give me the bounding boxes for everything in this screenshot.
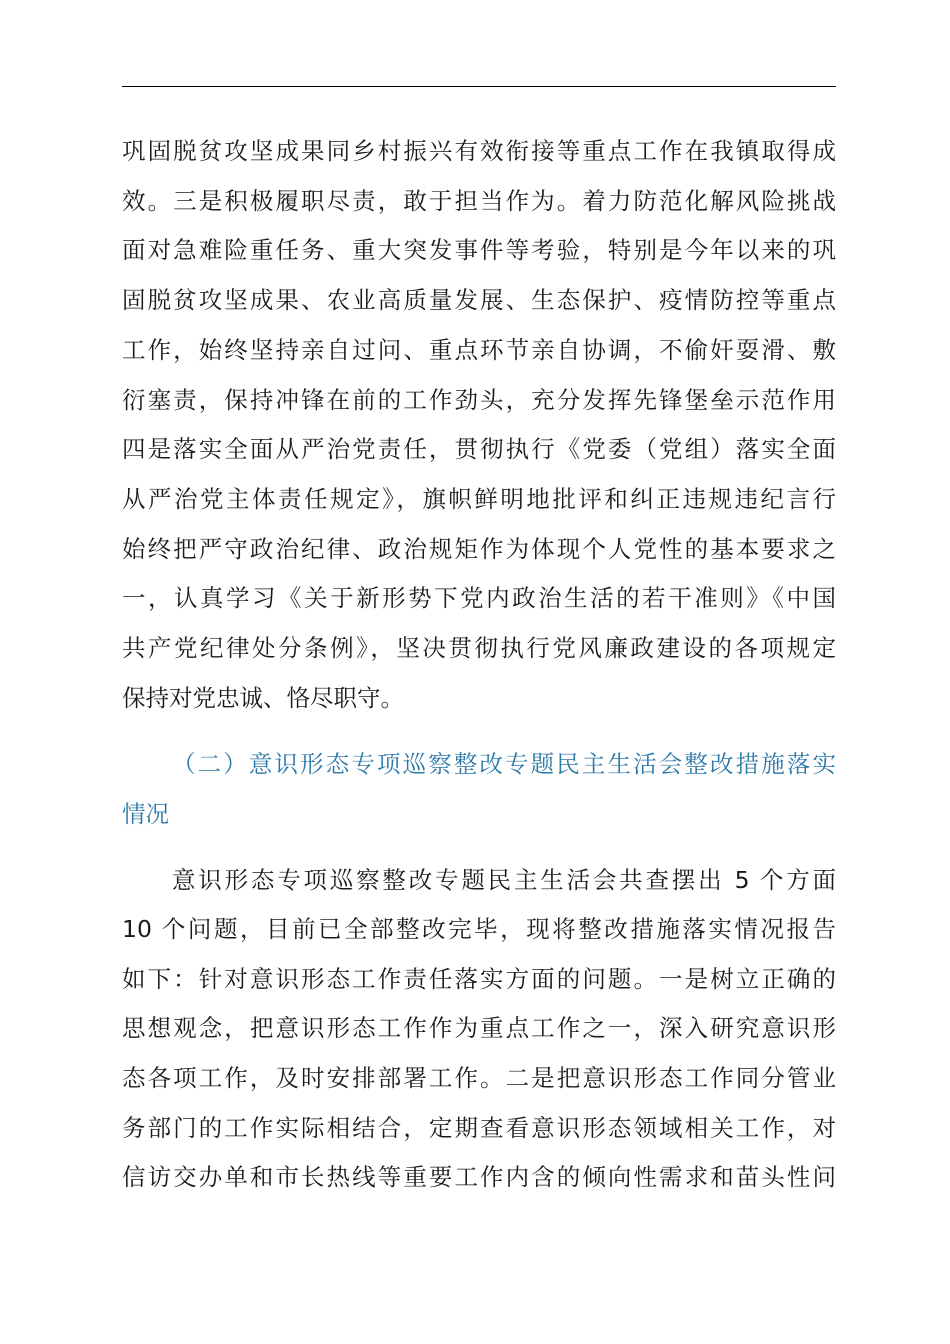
paragraph-1-line: 工作，始终坚持亲自过问、重点环节亲自协调，不偷奸耍滑、敷 [122, 336, 836, 364]
paragraph-1-line: 始终把严守政治纪律、政治规矩作为体现个人党性的基本要求之 [122, 535, 836, 563]
section-heading-line: （二）意识形态专项巡察整改专题民主生活会整改措施落实 [172, 750, 836, 778]
section-heading-line: 情况 [122, 800, 169, 828]
paragraph-2-line: 务部门的工作实际相结合，定期查看意识形态领域相关工作，对 [122, 1114, 836, 1142]
paragraph-1-line: 一，认真学习《关于新形势下党内政治生活的若干准则》《中国 [122, 584, 836, 612]
paragraph-1-line: 衍塞责，保持冲锋在前的工作劲头，充分发挥先锋堡垒示范作用 [122, 386, 836, 414]
paragraph-2-line: 思想观念，把意识形态工作作为重点工作之一，深入研究意识形 [122, 1014, 836, 1042]
paragraph-1-line: 四是落实全面从严治党责任，贯彻执行《党委（党组）落实全面 [122, 435, 836, 463]
paragraph-1-line: 共产党纪律处分条例》，坚决贯彻执行党风廉政建设的各项规定 [122, 634, 836, 662]
paragraph-1-line: 保持对党忠诚、恪尽职守。 [122, 684, 404, 712]
paragraph-2-line: 意识形态专项巡察整改专题民主生活会共查摆出 5 个方面 [172, 866, 836, 894]
paragraph-1-line: 巩固脱贫攻坚成果同乡村振兴有效衔接等重点工作在我镇取得成 [122, 137, 836, 165]
paragraph-1-line: 效。三是积极履职尽责，敢于担当作为。着力防范化解风险挑战 [122, 187, 836, 215]
paragraph-1-line: 从严治党主体责任规定》，旗帜鲜明地批评和纠正违规违纪言行 [122, 485, 836, 513]
paragraph-2-line: 如下：针对意识形态工作责任落实方面的问题。一是树立正确的 [122, 965, 836, 993]
paragraph-1-line: 固脱贫攻坚成果、农业高质量发展、生态保护、疫情防控等重点 [122, 286, 836, 314]
paragraph-1-line: 面对急难险重任务、重大突发事件等考验，特别是今年以来的巩 [122, 236, 836, 264]
paragraph-2-line: 信访交办单和市长热线等重要工作内含的倾向性需求和苗头性问 [122, 1163, 836, 1191]
paragraph-2-line: 态各项工作，及时安排部署工作。二是把意识形态工作同分管业 [122, 1064, 836, 1092]
header-rule [122, 86, 836, 87]
paragraph-2-line: 10 个问题，目前已全部整改完毕，现将整改措施落实情况报告 [122, 915, 836, 943]
